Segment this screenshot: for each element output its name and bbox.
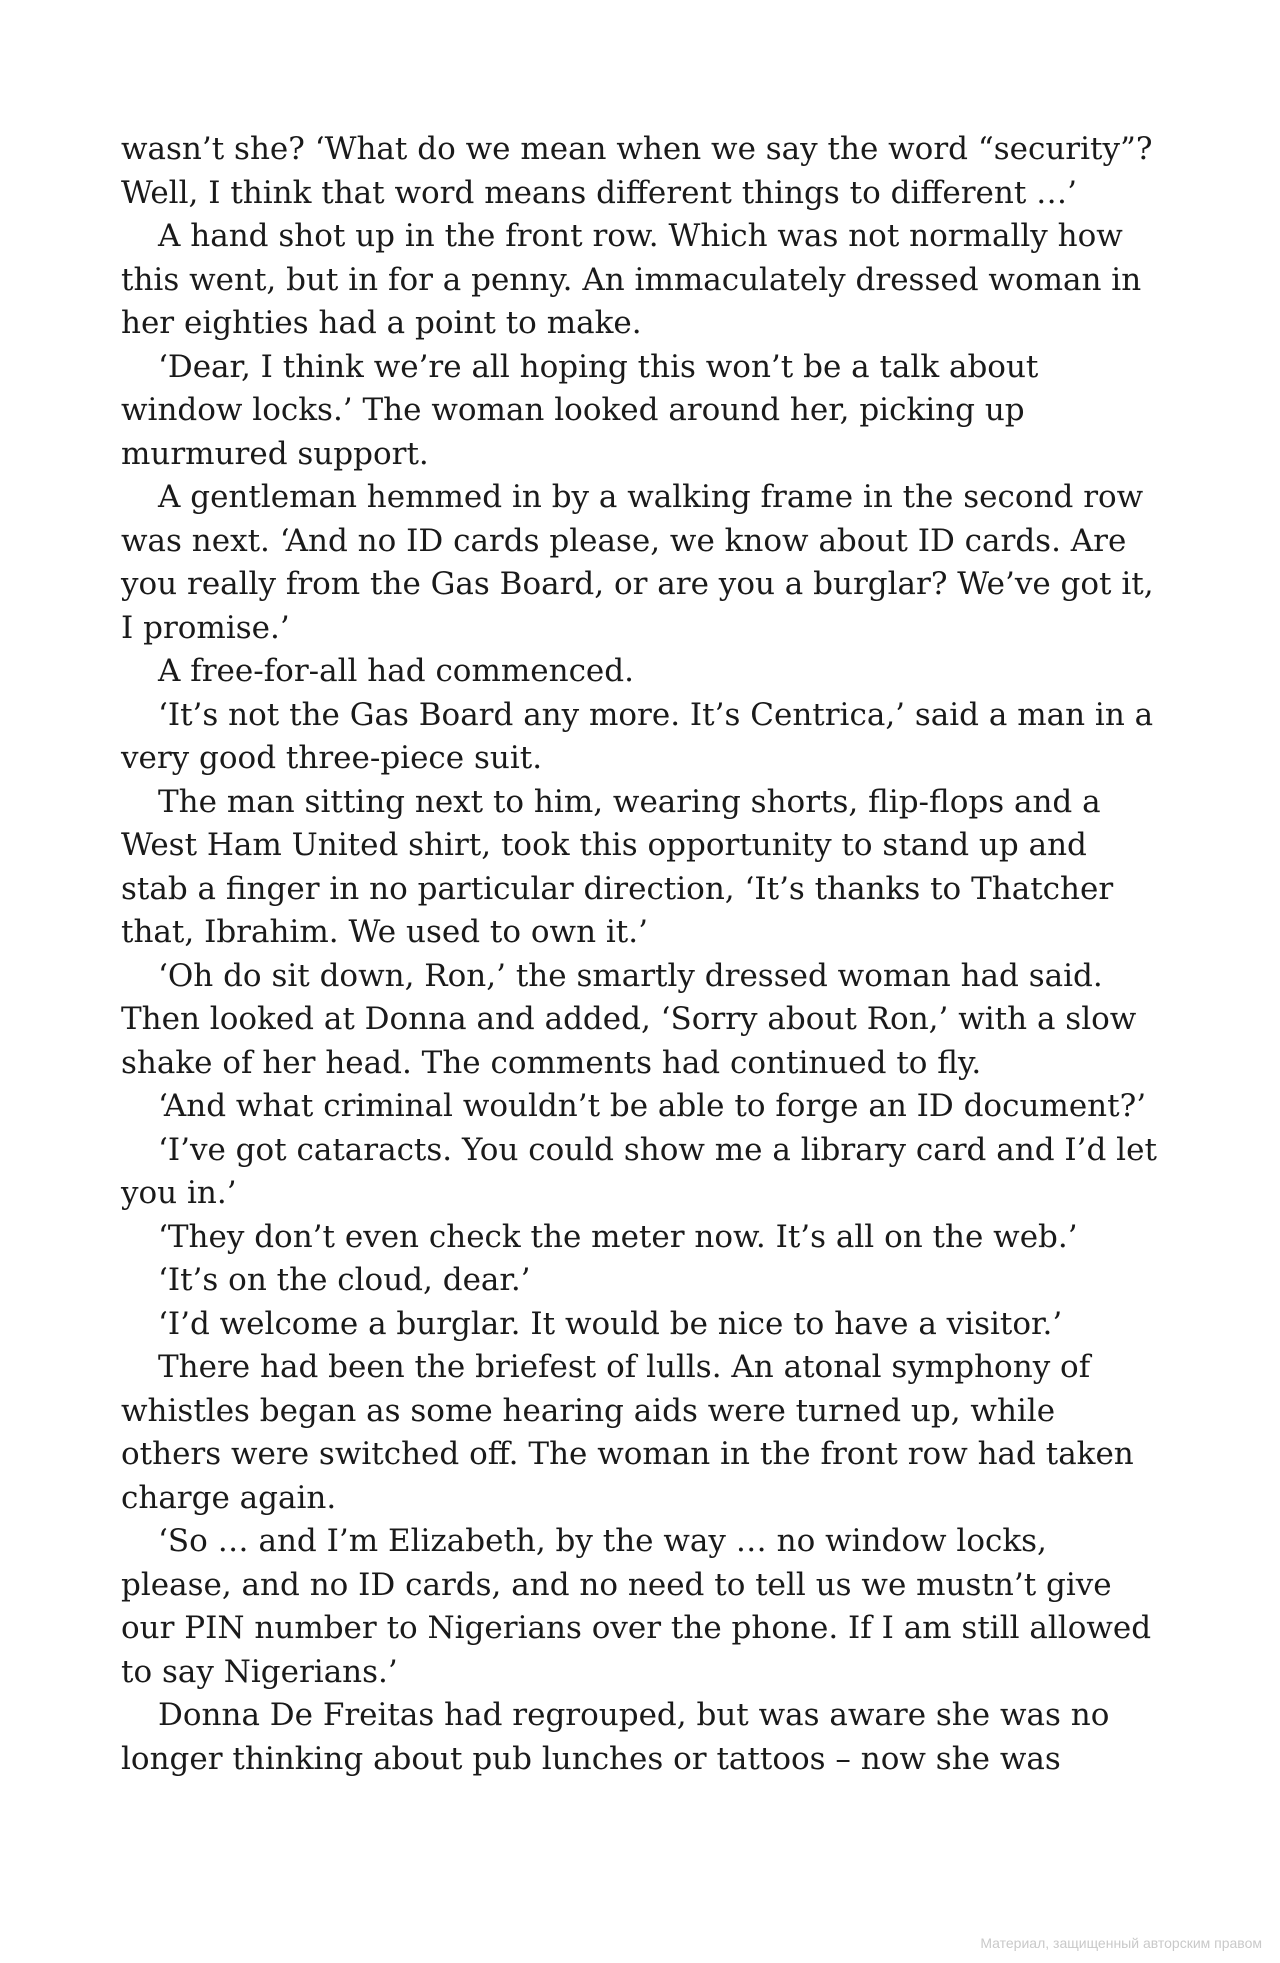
paragraph: ‘Dear, I think we’re all hoping this won’t be a talk about window locks.’ The woman looked around her, picking up murmured support.	[121, 348, 1039, 472]
paragraph: wasn’t she? ‘What do we mean when we say the word “security”? Well, I think that word means different things to different …’	[121, 131, 1153, 211]
paragraph: ‘I’ve got cataracts. You could show me a library card and I’d let you in.’	[121, 1131, 1157, 1211]
paragraph: A gentleman hemmed in by a walking frame in the second row was next. ‘And no ID cards please, we know about ID cards. Are you really from the Gas Board, or are you a burglar? We’ve got it, I promise.’	[121, 479, 1154, 646]
paragraph: ‘Oh do sit down, Ron,’ the smartly dressed woman had said. Then looked at Donna and added, ‘Sorry about Ron,’ with a slow shake of her head. The comments had continued to fly.	[121, 957, 1137, 1081]
paragraph: ‘It’s on the cloud, dear.’	[158, 1262, 531, 1298]
paragraph: ‘It’s not the Gas Board any more. It’s Centrica,’ said a man in a very good three-piece suit.	[121, 696, 1154, 776]
paragraph: A free-for-all had commenced.	[158, 653, 634, 689]
paragraph: The man sitting next to him, wearing shorts, flip-flops and a West Ham United shirt, took this opportunity to stand up and stab a finger in no particular direction, ‘It’s thanks to Thatcher that, Ibrahim. We used to own it.’	[121, 783, 1114, 950]
copyright-watermark: Материал, защищенный авторским правом	[980, 1935, 1262, 1951]
paragraph: ‘And what criminal wouldn’t be able to forge an ID document?’	[158, 1088, 1147, 1124]
paragraph: There had been the briefest of lulls. An atonal symphony of whistles began as some hearing aids were turned up, while others were switched off. The woman in the front row had taken charge again.	[121, 1349, 1134, 1516]
body-text	[121, 128, 1161, 1781]
paragraph: ‘They don’t even check the meter now. It’s all on the web.’	[158, 1218, 1078, 1255]
paragraph: ‘I’d welcome a burglar. It would be nice to have a visitor.’	[158, 1305, 1063, 1342]
paragraph: Donna De Freitas had regrouped, but was aware she was no longer thinking about pub lunches or tattoos – now she was	[121, 1697, 1110, 1777]
paragraph: A hand shot up in the front row. Which was not normally how this went, but in for a penny. An immaculately dressed woman in her eighties had a point to make.	[121, 218, 1142, 341]
paragraph: ‘So … and I’m Elizabeth, by the way … no window locks, please, and no ID cards, and no need to tell us we mustn’t give our PIN number to Nigerians over the phone. If I am still allowed to say Nigerians.’	[121, 1523, 1152, 1690]
